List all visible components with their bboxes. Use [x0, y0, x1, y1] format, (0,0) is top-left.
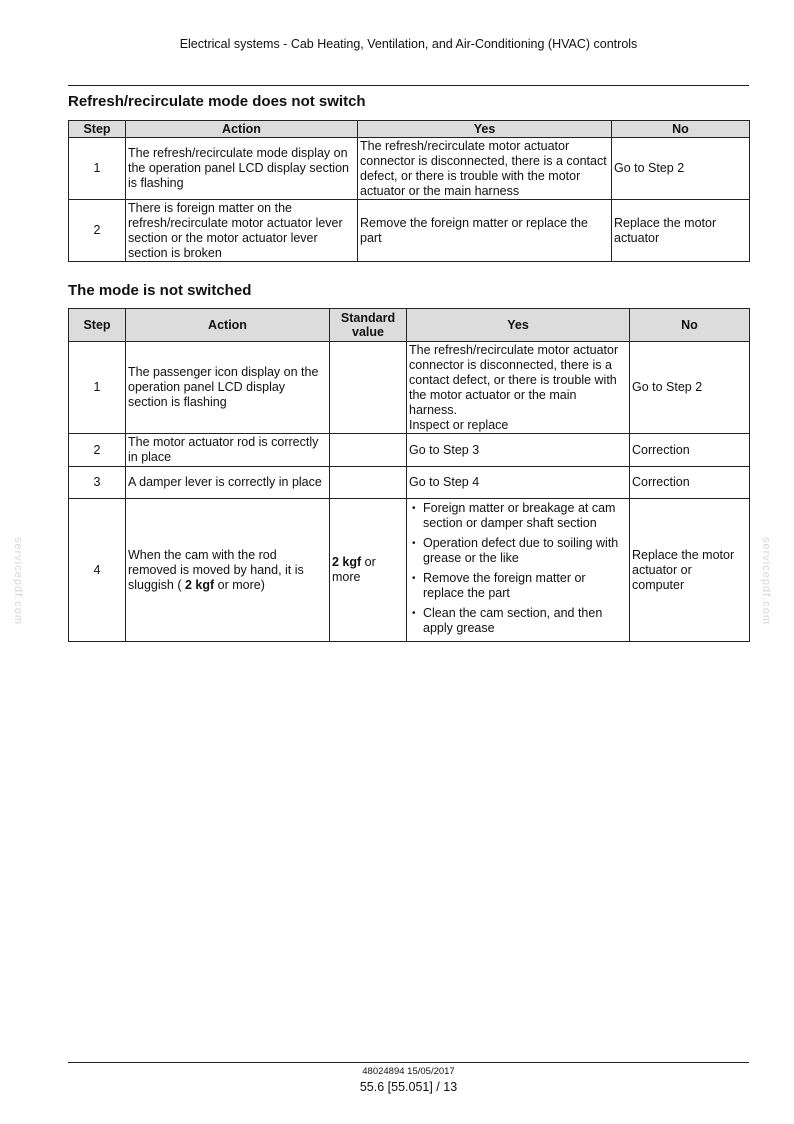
action-cell: The motor actuator rod is correctly in place: [126, 434, 330, 467]
page-header-title: Electrical systems - Cab Heating, Ventilation, and Air-Conditioning (HVAC) controls: [179, 37, 638, 51]
section-title-refresh-mode: Refresh/recirculate mode does not switch: [68, 93, 366, 110]
footer-divider: [68, 1062, 749, 1063]
troubleshooting-table-refresh-mode: [68, 120, 750, 262]
yes-cell: Go to Step 4: [407, 467, 630, 499]
action-cell: A damper lever is correctly in place: [126, 467, 330, 499]
step-cell: 3: [69, 467, 126, 499]
troubleshooting-table-mode: [68, 308, 750, 642]
action-text-bold-value: 2 kgf: [184, 577, 215, 592]
standard-value-cell: [330, 499, 407, 642]
action-cell: The refresh/recirculate mode display on the operation panel LCD display section is flashing: [126, 138, 358, 200]
yes-cell-instruction: Inspect or replace: [409, 417, 509, 432]
yes-bullet-list: [409, 501, 627, 636]
table-row: [69, 434, 750, 467]
no-cell: Go to Step 2: [612, 138, 750, 200]
footer-page-number: 55.6 [55.051] / 13: [359, 1080, 458, 1094]
yes-cell-text: The refresh/recirculate motor actuator connector is disconnected, there is a contact defect, or there is trouble with the motor actuator or the main harness.: [409, 342, 619, 417]
footer-document-id: 48024894 15/05/2017: [362, 1066, 455, 1077]
step-cell: 1: [69, 138, 126, 200]
list-item: • Clean the cam section, and then apply grease: [423, 606, 627, 636]
table-row: [69, 138, 750, 200]
standard-value-cell: [330, 342, 407, 434]
step-cell: 1: [69, 342, 126, 434]
no-cell: Go to Step 2: [630, 342, 750, 434]
section-title-mode-not-switched: The mode is not switched: [68, 282, 252, 299]
table-row: [69, 499, 750, 642]
column-header-yes: Yes: [358, 121, 612, 138]
column-header-step: Step: [69, 121, 126, 138]
column-header-yes: Yes: [407, 309, 630, 342]
column-header-action: Action: [126, 309, 330, 342]
action-text-pre: When the cam with the rod removed is moved by hand, it is sluggish (: [128, 547, 304, 592]
column-header-no: No: [612, 121, 750, 138]
column-header-standard-value: Standard value: [330, 309, 407, 342]
no-cell: Replace the motor actuator or computer: [630, 499, 750, 642]
yes-cell: [407, 342, 630, 434]
no-cell: Replace the motor actuator: [612, 200, 750, 262]
yes-cell: Remove the foreign matter or replace the part: [358, 200, 612, 262]
column-header-step: Step: [69, 309, 126, 342]
list-item: • Remove the foreign matter or replace the part: [423, 571, 627, 601]
no-cell: Correction: [630, 434, 750, 467]
action-text-post: or more): [214, 577, 265, 592]
table-row: [69, 467, 750, 499]
action-cell: The passenger icon display on the operation panel LCD display section is flashing: [126, 342, 330, 434]
table-row: [69, 200, 750, 262]
column-header-action: Action: [126, 121, 358, 138]
no-cell: Correction: [630, 467, 750, 499]
standard-value-bold: 2 kgf: [332, 555, 362, 569]
yes-cell: Go to Step 3: [407, 434, 630, 467]
step-cell: 2: [69, 200, 126, 262]
watermark-right: servicepdf.com: [759, 537, 772, 625]
table-row: [69, 342, 750, 434]
action-cell: There is foreign matter on the refresh/recirculate motor actuator lever section or the motor actuator lever section is broken: [126, 200, 358, 262]
step-cell: 2: [69, 434, 126, 467]
list-item: • Operation defect due to soiling with grease or the like: [423, 536, 627, 566]
column-header-no: No: [630, 309, 750, 342]
yes-cell: [407, 499, 630, 642]
list-item: • Foreign matter or breakage at cam section or damper shaft section: [423, 501, 627, 531]
standard-value-suffix: or more: [332, 555, 376, 584]
watermark-left: servicepdf.com: [11, 537, 24, 625]
table-header-row: [69, 309, 750, 342]
step-cell: 4: [69, 499, 126, 642]
action-cell: [126, 499, 330, 642]
standard-value-cell: [330, 434, 407, 467]
standard-value-cell: [330, 467, 407, 499]
header-divider: [68, 85, 749, 86]
yes-cell: The refresh/recirculate motor actuator connector is disconnected, there is a contact defect, or there is trouble with the motor actuator or the main harness: [358, 138, 612, 200]
table-header-row: [69, 121, 750, 138]
